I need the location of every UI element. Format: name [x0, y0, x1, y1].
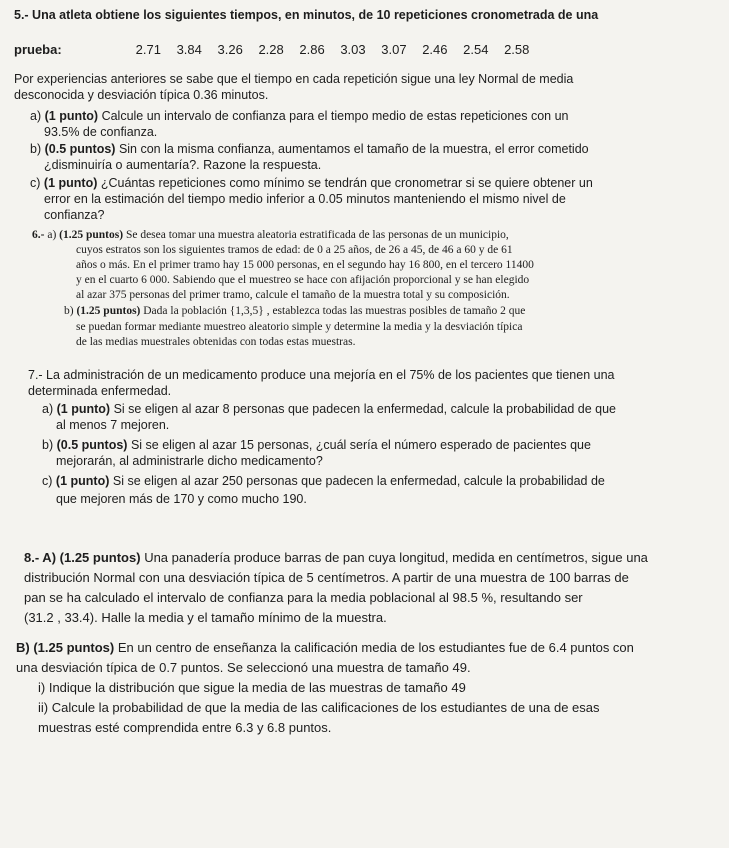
problem-5-text: Por experiencias anteriores se sabe que el tiempo en cada repetición sigue una ley Normal de media [14, 72, 574, 86]
time-value: 3.07 [381, 42, 407, 57]
problem-5b-text: ¿disminuiría o aumentaría?. Razone la respuesta. [44, 158, 322, 172]
problem-5a-text: 93.5% de confianza. [44, 125, 158, 139]
time-value: 3.84 [176, 42, 202, 57]
problem-6a-text: y en el cuarto 6 000. Sabiendo que el muestreo se hace con afijación proporcional y se han elegido [76, 274, 530, 286]
time-value: 2.46 [422, 42, 448, 57]
problem-5a: a) (1 punto) Calcule un intervalo de confianza para el tiempo medio de estas repeticiones con un [30, 109, 569, 123]
time-value: 2.71 [135, 42, 161, 57]
times-row [14, 42, 541, 57]
problem-8a-text: distribución Normal con una desviación típica de 5 centímetros. A partir de una muestra de 100 barras de [24, 570, 629, 585]
problem-6a-text: cuyos estratos son los siguientes tramos de edad: de 0 a 25 años, de 26 a 45, de 46 a 60 y de 61 [76, 244, 513, 256]
problem-6b-text: de las medias muestrales obtenidas con todas estas muestras. [76, 336, 356, 348]
times-label: prueba: [14, 42, 62, 57]
problem-6b-text: se puedan formar mediante muestreo aleatorio simple y determine la media y la desviación típica [76, 321, 523, 333]
problem-5b: b) (0.5 puntos) Sin con la misma confianza, aumentamos el tamaño de la muestra, el error cometido [30, 142, 589, 156]
problem-8a-text: pan se ha calculado el intervalo de confianza para la media poblacional al 98.5 %, resultando ser [24, 590, 583, 605]
time-value: 2.86 [299, 42, 325, 57]
time-value: 2.58 [504, 42, 530, 57]
problem-6b: b) (1.25 puntos) Dada la población {1,3,5} , establezca todas las muestras posibles de tamaño 2 que [64, 305, 526, 317]
problem-6a-text: años o más. En el primer tramo hay 15 000 personas, en el segundo hay 16 800, en el tercero 11400 [76, 259, 534, 271]
problem-7-intro: 7.- La administración de un medicamento produce una mejoría en el 75% de los pacientes que tienen una [28, 368, 615, 382]
problem-7a-text: al menos 7 mejoren. [56, 418, 170, 432]
time-value: 2.54 [463, 42, 489, 57]
problem-8b-ii: ii) Calcule la probabilidad de que la media de las calificaciones de los estudiantes de una de esas [38, 700, 600, 715]
problem-8b-ii-text: muestras esté comprendida entre 6.3 y 6.8 puntos. [38, 720, 332, 735]
problem-7b: b) (0.5 puntos) Si se eligen al azar 15 personas, ¿cuál sería el número esperado de pacientes que [42, 438, 591, 452]
time-value: 2.28 [258, 42, 284, 57]
problem-8a-text: (31.2 , 33.4). Halle la media y el tamaño mínimo de la muestra. [24, 610, 387, 625]
problem-5c-text: error en la estimación del tiempo medio inferior a 0.05 minutos manteniendo el mismo nivel de [44, 192, 566, 206]
problem-7c: c) (1 punto) Si se eligen al azar 250 personas que padecen la enfermedad, calcule la probabilidad de [42, 474, 605, 488]
problem-5-intro: 5.- Una atleta obtiene los siguientes tiempos, en minutos, de 10 repeticiones cronometrada de una [14, 8, 599, 22]
problem-7-intro: determinada enfermedad. [28, 384, 172, 398]
problem-7a: a) (1 punto) Si se eligen al azar 8 personas que padecen la enfermedad, calcule la probabilidad de que [42, 402, 616, 416]
problem-5c: c) (1 punto) ¿Cuántas repeticiones como mínimo se tendrán que cronometrar si se quiere obtener un [30, 176, 593, 190]
problem-6a: 6.- a) (1.25 puntos) Se desea tomar una muestra aleatoria estratificada de las personas de un municipio, [32, 229, 509, 241]
problem-8b-i: i) Indique la distribución que sigue la media de las muestras de tamaño 49 [38, 680, 466, 695]
time-value: 3.03 [340, 42, 366, 57]
time-value: 3.26 [217, 42, 243, 57]
problem-5c-text: confianza? [44, 208, 105, 222]
problem-8b: B) (1.25 puntos) En un centro de enseñanza la calificación media de los estudiantes fue de 6.4 puntos con [16, 640, 634, 655]
problem-7c-text: que mejoren más de 170 y como mucho 190. [56, 492, 307, 506]
problem-5-text: desconocida y desviación típica 0.36 minutos. [14, 88, 269, 102]
problem-8a: 8.- A) (1.25 puntos) Una panadería produce barras de pan cuya longitud, medida en centímetros, sigue una [24, 550, 648, 565]
problem-7b-text: mejorarán, al administrarle dicho medicamento? [56, 454, 323, 468]
problem-8b-text: una desviación típica de 0.7 puntos. Se seleccionó una muestra de tamaño 49. [16, 660, 471, 675]
problem-6a-text: al azar 375 personas del primer tramo, calcule el tamaño de la muestra total y su composición. [76, 289, 510, 301]
